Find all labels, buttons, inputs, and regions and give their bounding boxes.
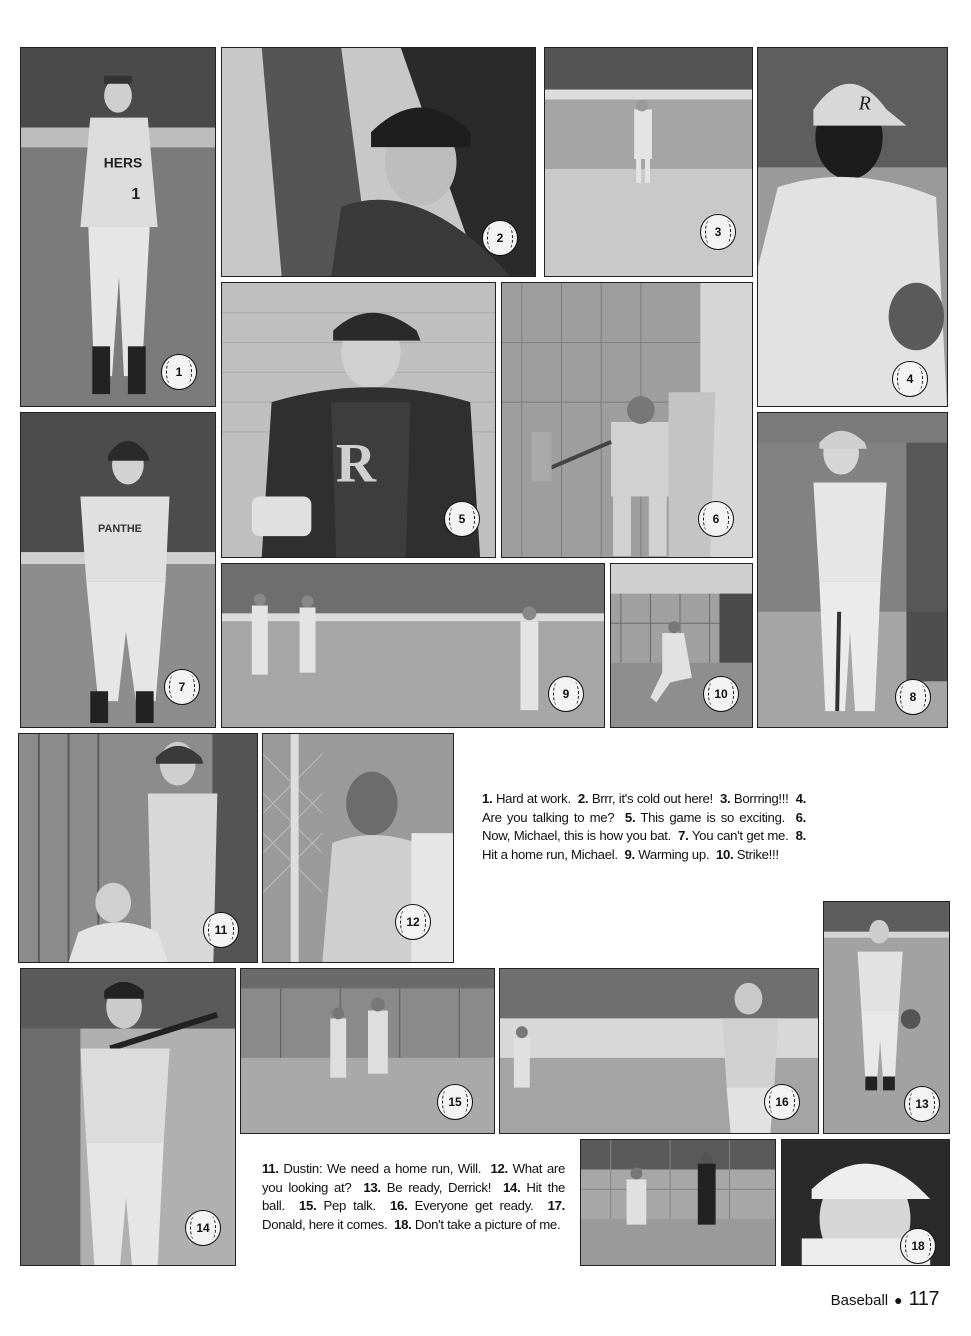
photo-16	[499, 968, 819, 1134]
caption-item: 14. Hit the ball.	[262, 1179, 566, 1213]
caption-item: 4. Are you talking to me?	[482, 791, 806, 825]
caption-item: 17. Donald, here it comes.	[262, 1198, 566, 1232]
photo-17	[580, 1139, 776, 1266]
photo-number-badge: 3	[700, 214, 736, 250]
photo-number-badge: 8	[895, 679, 931, 715]
caption-block-top	[482, 790, 806, 864]
caption-item: 1. Hard at work.	[482, 791, 571, 806]
photo-6	[501, 282, 753, 558]
caption-item: 12. What are you looking at?	[262, 1161, 565, 1195]
photo-8	[757, 412, 948, 728]
bullet-icon: ●	[894, 1292, 903, 1308]
caption-item: 5. This game is so exciting.	[624, 809, 785, 825]
caption-item: 3. Borrring!!!	[719, 791, 789, 806]
photo-9	[221, 563, 605, 728]
photo-number-badge: 9	[548, 676, 584, 712]
photo-number-badge: 5	[444, 501, 480, 537]
caption-item: 18. Don't take a picture of me.	[394, 1216, 561, 1232]
photo-1	[20, 47, 216, 407]
section-name: Baseball	[830, 1292, 889, 1309]
caption-item: 8. Hit a home run, Michael.	[482, 828, 806, 862]
photo-number-badge: 11	[203, 912, 239, 948]
photo-12	[262, 733, 454, 963]
caption-item: 2. Brrr, it's cold out here!	[577, 791, 713, 806]
photo-15	[240, 968, 495, 1134]
photo-number-badge: 4	[892, 361, 928, 397]
page-number: 117	[908, 1288, 939, 1310]
photo-number-badge: 15	[437, 1084, 473, 1120]
caption-item: 13. Be ready, Derrick!	[363, 1179, 492, 1195]
photo-number-badge: 7	[164, 669, 200, 705]
photo-number-badge: 1	[161, 354, 197, 390]
photo-2	[221, 47, 536, 277]
cap-logo-text: R	[858, 92, 871, 115]
caption-item: 10. Strike!!!	[715, 846, 779, 862]
photo-5	[221, 282, 496, 558]
page-footer	[831, 1288, 939, 1311]
caption-item: 9. Warming up.	[624, 846, 710, 862]
photo-number-badge: 12	[395, 904, 431, 940]
photo-18	[781, 1139, 950, 1266]
caption-block-bottom	[262, 1160, 565, 1234]
photo-number-badge: 10	[703, 676, 739, 712]
photo-number-badge: 2	[482, 220, 518, 256]
photo-number-badge: 14	[185, 1210, 221, 1246]
caption-item: 7. You can't get me.	[678, 828, 789, 843]
jersey-number: 1	[131, 186, 141, 204]
jersey-text: HERS	[103, 154, 143, 171]
photo-11	[18, 733, 258, 963]
photo-7	[20, 412, 216, 728]
photo-number-badge: 6	[698, 501, 734, 537]
photo-3	[544, 47, 753, 277]
jersey-text: PANTHE	[98, 523, 142, 536]
caption-item: 11. Dustin: We need a home run, Will.	[262, 1161, 482, 1176]
photo-number-badge: 18	[900, 1228, 936, 1264]
caption-item: 16. Everyone get ready.	[390, 1198, 534, 1213]
jacket-letter: R	[335, 432, 377, 495]
photo-4	[757, 47, 948, 407]
photo-number-badge: 16	[764, 1084, 800, 1120]
caption-item: 6. Now, Michael, this is how you bat.	[482, 809, 806, 843]
photo-10	[610, 563, 753, 728]
caption-item: 15. Pep talk.	[298, 1198, 376, 1213]
photo-number-badge: 13	[904, 1086, 940, 1122]
photo-13	[823, 901, 950, 1134]
photo-14	[20, 968, 236, 1266]
